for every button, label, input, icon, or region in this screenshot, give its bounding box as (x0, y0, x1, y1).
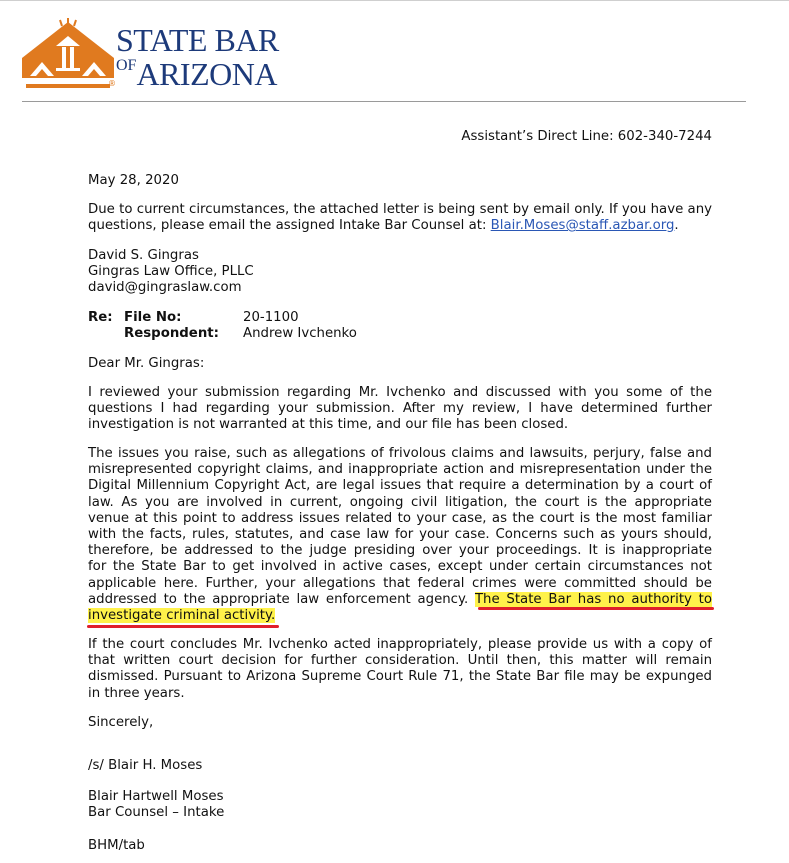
file-no-value: 20-1100 (243, 310, 299, 325)
registered-mark: ® (108, 79, 116, 88)
org-line2: ARIZONA (136, 56, 277, 92)
p3-line: dismissed. Pursuant to Arizona Supreme Court Rule 71, the State Bar file may be expunged (88, 669, 712, 685)
highlighted-statement-part2: investigate criminal activity. (88, 608, 276, 624)
signer-name: Blair Hartwell Moses (88, 789, 224, 804)
paragraph-3 (88, 637, 712, 702)
respondent-label-text: Respondent: (124, 326, 219, 341)
p2-line: venue at this point to address issues related to your case, as the court is the most familiar (88, 510, 712, 526)
email-notice (88, 202, 712, 234)
signer-title: Bar Counsel – Intake (88, 805, 225, 820)
p2-line: therefore, be addressed to the judge presiding over your proceedings. It is inappropriate (88, 543, 712, 559)
letter-date: May 28, 2020 (88, 173, 179, 188)
p1-line: questions I had regarding your submission. After my review, I have determined further (88, 401, 712, 417)
p2-line: with the facts, rules, statutes, and case law for your case. Concerns such as yours should, (88, 527, 712, 543)
p2-line-10 (88, 592, 712, 608)
p2-line: law. As you are involved in current, ongoing civil litigation, the court is the appropriate (88, 494, 712, 510)
intake-counsel-email-link[interactable]: Blair.Moses@staff.azbar.org (490, 218, 675, 234)
recipient-name: David S. Gingras (88, 248, 199, 263)
recipient-email: david@gingraslaw.com (88, 280, 242, 295)
top-border (0, 0, 789, 1)
notice-line1: Due to current circumstances, the attached letter is being sent by email only. If you have any (88, 202, 712, 217)
state-bar-emblem-icon (22, 18, 114, 90)
highlighted-statement-part1: The State Bar has no authority to (474, 591, 713, 607)
red-underline-1 (478, 607, 714, 610)
p3-line: that written court decision for further consideration. Until then, this matter will remain (88, 653, 712, 669)
org-of: OF (116, 57, 137, 74)
assistant-direct-line: Assistant’s Direct Line: 602-340-7244 (461, 129, 712, 144)
respondent-value: Andrew Ivchenko (243, 326, 357, 341)
p2-line-10-prefix: addressed to the appropriate law enforcement agency. (88, 591, 475, 607)
letterhead-divider (22, 101, 746, 102)
recipient-firm: Gingras Law Office, PLLC (88, 264, 254, 279)
closing: Sincerely, (88, 715, 154, 730)
signature: /s/ Blair H. Moses (88, 758, 203, 773)
respondent-label (124, 326, 219, 342)
notice-line2 (88, 218, 712, 234)
notice-line2-prefix: questions, please email the assigned Intake Bar Counsel at: (88, 218, 491, 234)
p1-line: investigation is not warranted at this time, and our file has been closed. (88, 417, 569, 433)
p2-line-11 (88, 608, 712, 624)
p3-line: If the court concludes Mr. Ivchenko acted inappropriately, please provide us with a copy of (88, 637, 712, 652)
p2-line: applicable here. Further, your allegations that federal crimes were committed should be (88, 575, 712, 591)
re-label-text: Re: (88, 310, 113, 325)
state-bar-logo (22, 18, 312, 90)
file-no-label (124, 310, 181, 326)
notice-line2-suffix: . (674, 218, 679, 234)
p1-line: I reviewed your submission regarding Mr. Ivchenko and discussed with you some of the (88, 385, 712, 400)
p2-line: Digital Millennium Copyright Act, are legal issues that require a determination by a court of (88, 478, 712, 494)
paragraph-2 (88, 446, 712, 624)
file-no-label-text: File No: (124, 310, 182, 325)
org-line1: STATE BAR (116, 22, 279, 58)
p2-line: misrepresented copyright claims, and inappropriate action and misrepresentation under the (88, 462, 712, 478)
p2-line: The issues you raise, such as allegations of frivolous claims and lawsuits, perjury, false and (88, 446, 712, 461)
salutation: Dear Mr. Gingras: (88, 356, 205, 371)
paragraph-1 (88, 385, 712, 434)
p2-line: for the State Bar to get involved in active cases, except under certain circumstances not (88, 559, 712, 575)
red-underline-2 (87, 625, 279, 628)
p3-line: in three years. (88, 685, 185, 701)
re-label (88, 310, 113, 326)
org-line2-wrap (116, 58, 277, 90)
typist-initials: BHM/tab (88, 838, 145, 853)
